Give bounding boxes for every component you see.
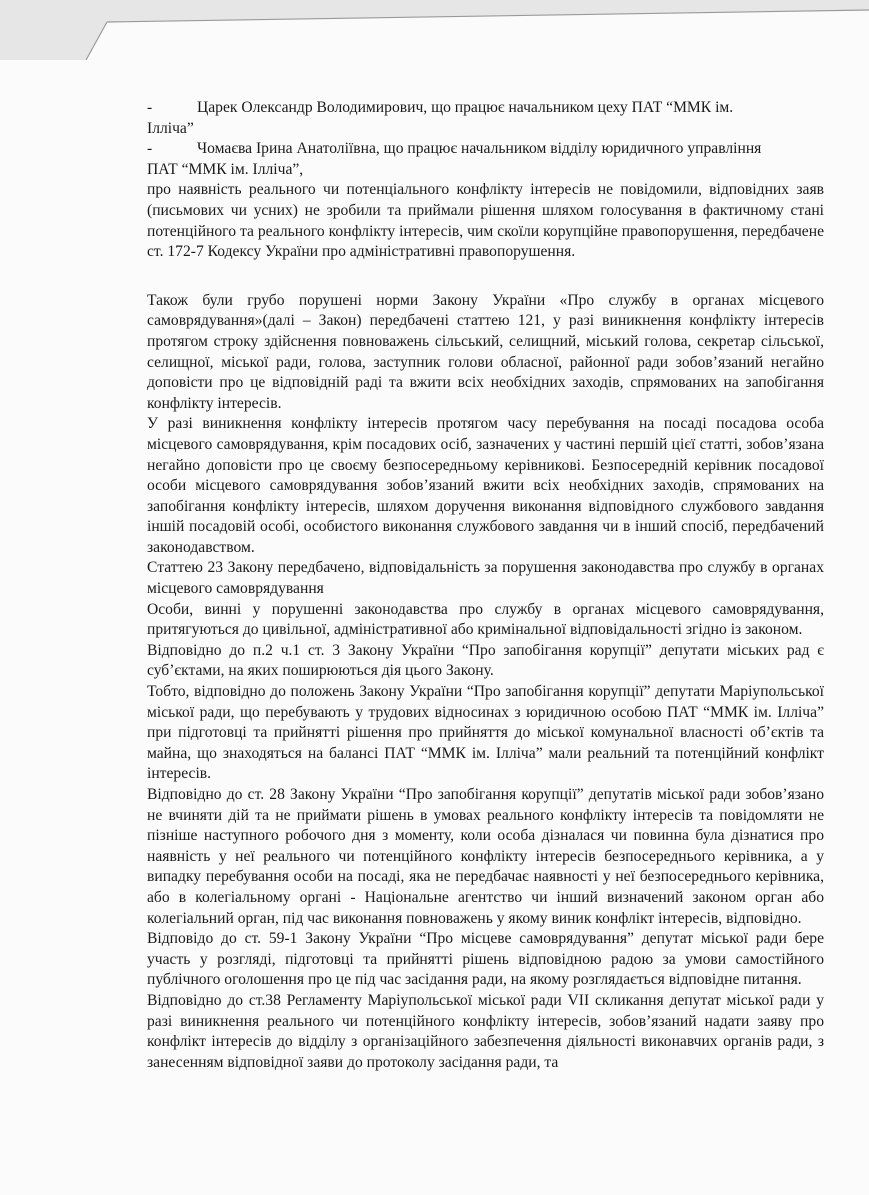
paragraph: Тобто, відповідно до положень Закону України “Про запобігання корупції” депутати Маріупольської міської ради, що перебувають у трудових відносинах з юридичною особою ПАТ “ММК ім. Ілліча” при підготовці та прийнятті рішення про прийняття до міської комунальної власності об’єктів та майна, що знаходяться на балансі ПАТ “ММК ім. Ілліча” мали реальний та потенційний конфлікт інтересів. <box>147 683 824 783</box>
paragraph: Відповідо до ст. 59-1 Закону України “Про місцеве самоврядування” депутат міської ради бере участь у розгляді, підготовці та прийнятті рішень відповідною радою за умови самостійного публічного оголошення про це під час засідання ради, на якому розглядається відповідне питання. <box>147 930 824 989</box>
person-list-item <box>147 98 824 119</box>
list-dash: - <box>147 140 153 158</box>
document-body <box>147 98 824 1073</box>
list-item-continuation: ПАТ “ММК ім. Ілліча”, <box>147 160 304 178</box>
list-item-text: Чомаєва Ірина Анатоліївна, що працює начальником відділу юридичного управління <box>197 140 762 158</box>
list-dash: - <box>147 99 153 116</box>
paragraph: Відповідно до ст.38 Регламенту Маріупольської міської ради VII скликання депутат міської ради у разі виникнення реального чи потенційного конфлікту інтересів, зобов’язаний надати заяву про конфлікт інтересів до відділу з організаційного забезпечення діяльності виконавчих органів ради, з занесенням відповідної заяви до протоколу засідання ради, та <box>147 991 824 1071</box>
paragraph-gap <box>147 263 824 291</box>
paragraph: про наявність реального чи потенціального конфлікту інтересів не повідомили, відповідних заяв (письмових чи усних) не зробили та приймали рішення шляхом голосування в фактичному стані потенційного та реального конфлікту інтересів, чим скоїли корупційне правопорушення, передбачене ст. 172-7 Кодексу України про адміністративні правопорушення. <box>147 181 824 261</box>
list-item-text: Царек Олександр Володимирович, що працює начальником цеху ПАТ “ММК ім. <box>197 99 734 116</box>
paragraph: Особи, винні у порушенні законодавства про службу в органах місцевого самоврядування, притягуються до цивільної, адміністративної або кримінальної відповідальності згідно із законом. <box>147 600 824 639</box>
list-item-continuation: Ілліча” <box>147 119 194 137</box>
person-list-item <box>147 139 824 160</box>
paragraph: Відповідно до п.2 ч.1 ст. 3 Закону України “Про запобігання корупції” депутати міських рад є суб’єктами, на яких поширюються дія цього Закону. <box>147 641 824 680</box>
paragraph: Статтею 23 Закону передбачено, відповідальність за порушення законодавства про службу в органах місцевого самоврядування <box>147 559 824 598</box>
paragraph: У разі виникнення конфлікту інтересів протягом часу перебування на посаді посадова особа місцевого самоврядування, крім посадових осіб, зазначених у частині першій цієї статті, зобов’язана негайно доповісти про це своєму безпосередньому керівникові. Безпосередній керівник посадової особи місцевого самоврядування зобов’язаний вжити всіх необхідних заходів, спрямованих на запобігання конфлікту інтересів, шляхом доручення виконання відповідного службового завдання іншій посадовій особі, особистого виконання службового завдання чи в інший спосіб, передбачений законодавством. <box>147 415 824 556</box>
paragraph: Відповідно до ст. 28 Закону України “Про запобігання корупції” депутатів міської ради зобов’язано не вчиняти дій та не приймати рішень в умовах реального конфлікту інтересів та повідомляти не пізніше наступного робочого дня з моменту, коли особа дізналася чи повинна була дізнатися про наявність у неї реального чи потенційного конфлікту інтересів безпосереднього керівника, а у випадку перебування особи на посаді, яка не передбачає наявності у неї безпосереднього керівника, або в колегіальному органі - Національне агентство чи інший визначений законом орган або колегіальний орган, під час виконання повноважень у якому виник конфлікт інтересів, відповідно. <box>147 786 824 927</box>
scan-edge-shadow <box>0 0 869 60</box>
paragraph: Також були грубо порушені норми Закону України «Про службу в органах місцевого самоврядування»(далі – Закон) передбачені статтею 121, у разі виникнення конфлікту інтересів протягом строку здійснення повноважень сільський, селищний, міський голова, секретар сільської, селищної, міської ради, голова, заступник голови обласної, районної ради зобов’язаний негайно доповісти про це відповідній раді та вжити всіх необхідних заходів, спрямованих на запобігання конфлікту інтересів. <box>147 291 824 412</box>
